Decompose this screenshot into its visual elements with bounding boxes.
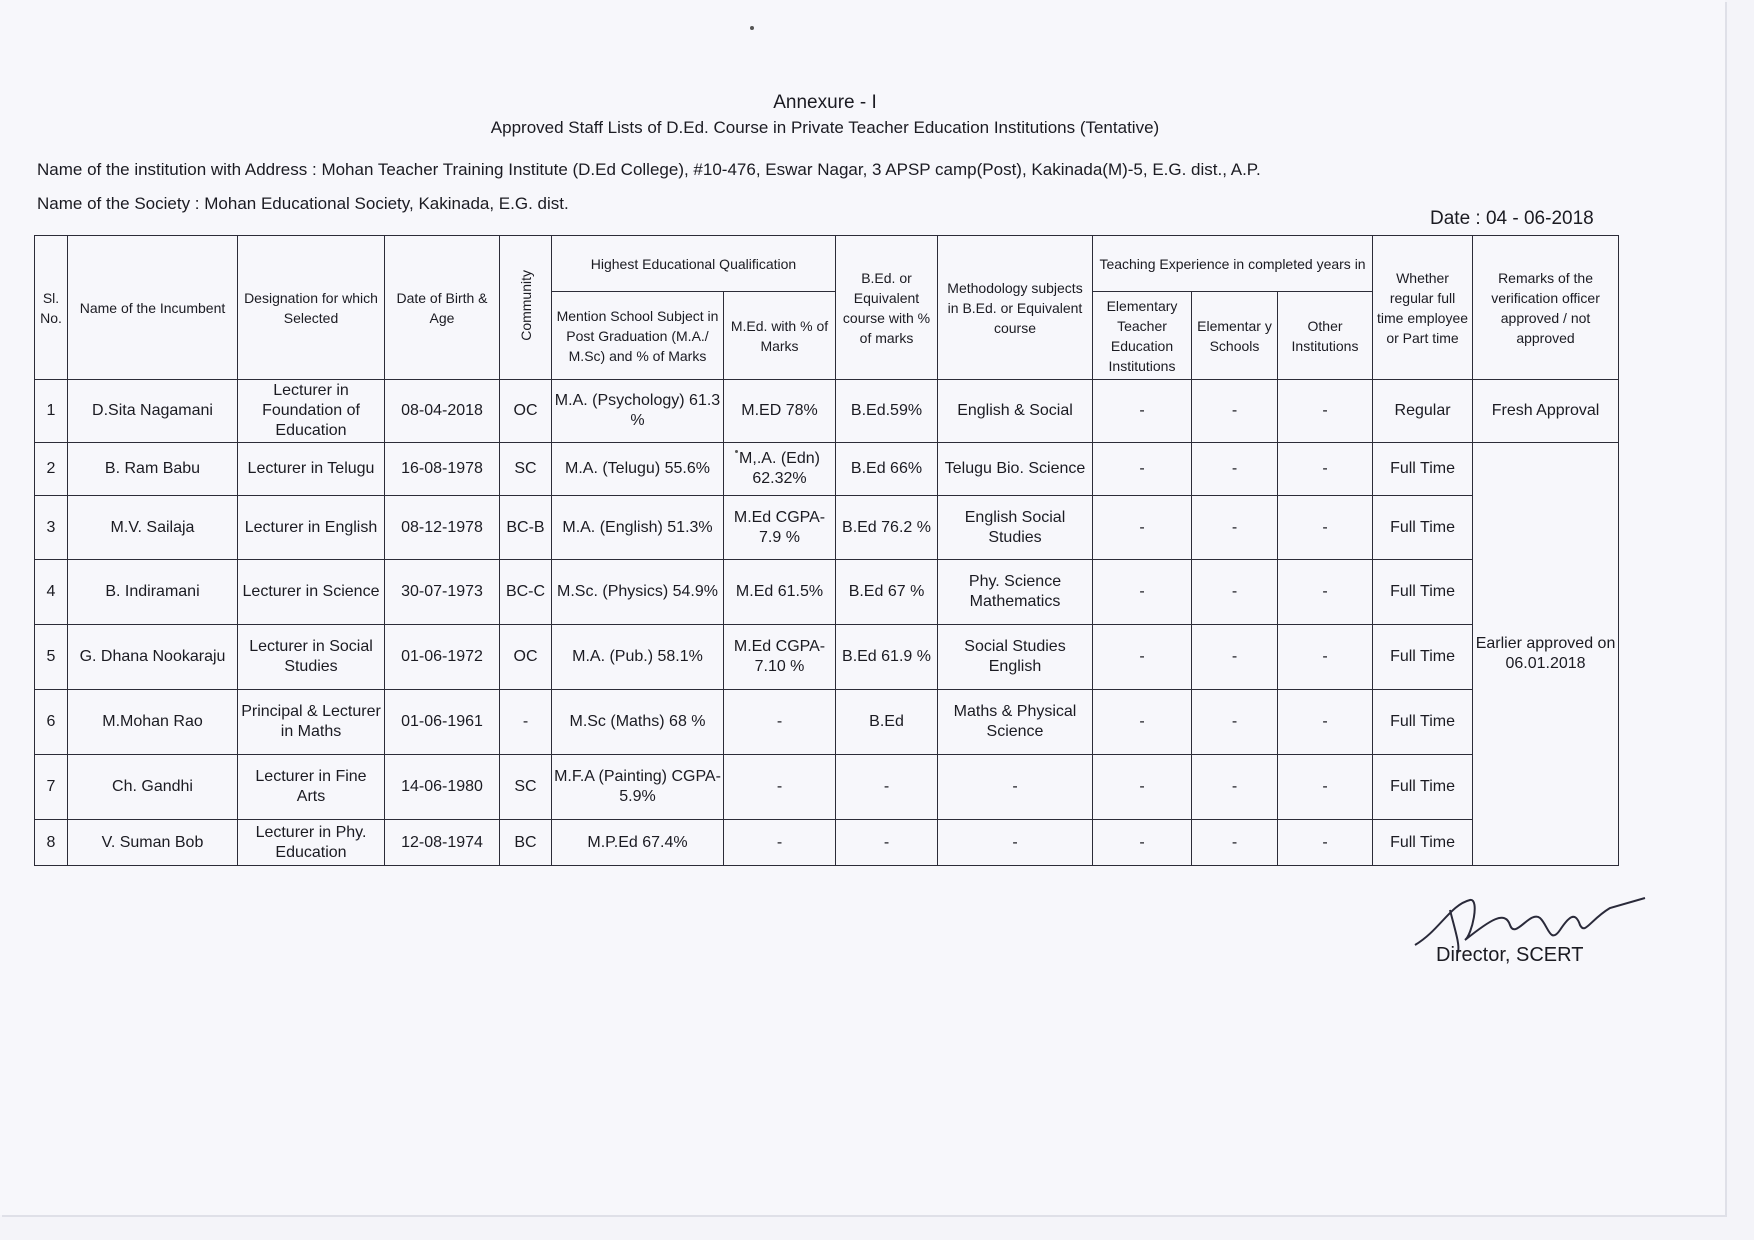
cell-designation: Principal & Lecturer in Maths [238,690,385,755]
cell-method: English Social Studies [938,496,1093,560]
document-title: Annexure - I [773,92,877,113]
col-exp-elementary-schools: Elementar y Schools [1192,292,1278,380]
institution-label: Name of the institution with Address : [37,160,317,179]
cell-designation: Lecturer in Phy. Education [238,820,385,866]
cell-dob: 14-06-1980 [385,755,500,820]
cell-med: - [724,755,836,820]
cell-community: - [500,690,552,755]
cell-dob: 01-06-1972 [385,625,500,690]
cell-name: D.Sita Nagamani [68,380,238,443]
col-med-marks: M.Ed. with % of Marks [724,292,836,380]
cell-exp-ete: - [1093,755,1192,820]
cell-designation: Lecturer in Foundation of Education [238,380,385,443]
society-line [37,194,569,214]
cell-employment: Full Time [1373,443,1473,496]
cell-pg: M.Sc. (Physics) 54.9% [552,560,724,625]
cell-sl: 7 [35,755,68,820]
cell-community: OC [500,625,552,690]
cell-exp-ete: - [1093,690,1192,755]
cell-name: V. Suman Bob [68,820,238,866]
col-exp-teacher-edu: Elementary Teacher Education Institutions [1093,292,1192,380]
cell-designation: Lecturer in Telugu [238,443,385,496]
cell-exp-es: - [1192,690,1278,755]
cell-exp-ete: - [1093,496,1192,560]
cell-remarks: Fresh Approval [1473,380,1619,443]
cell-pg: M.A. (English) 51.3% [552,496,724,560]
cell-dob: 08-12-1978 [385,496,500,560]
cell-exp-ete: - [1093,560,1192,625]
cell-exp-ete: - [1093,443,1192,496]
cell-exp-es: - [1192,380,1278,443]
cell-pg: M.A. (Psychology) 61.3 % [552,380,724,443]
cell-sl: 5 [35,625,68,690]
col-community [500,236,552,380]
col-remarks: Remarks of the verification officer approved / not approved [1473,236,1619,380]
col-name: Name of the Incumbent [68,236,238,380]
table-row [35,496,1619,560]
cell-sl: 2 [35,443,68,496]
table-row [35,443,1619,496]
institution-value: Mohan Teacher Training Institute (D.Ed College), #10-476, Eswar Nagar, 3 APSP camp(Post), Kakinada(M)-5, E.G. dist., A.P. [321,160,1261,179]
cell-bed: B.Ed 76.2 % [836,496,938,560]
col-bed: B.Ed. or Equivalent course with % of marks [836,236,938,380]
table-row [35,820,1619,866]
document-date: Date : 04 - 06-2018 [1430,208,1594,229]
cell-med: M.Ed CGPA-7.9 % [724,496,836,560]
cell-method: English & Social [938,380,1093,443]
cell-dob: 12-08-1974 [385,820,500,866]
col-methodology: Methodology subjects in B.Ed. or Equivalent course [938,236,1093,380]
cell-bed: B.Ed 66% [836,443,938,496]
cell-med: M,.A. (Edn) 62.32% [724,443,836,496]
cell-community: OC [500,380,552,443]
cell-name: B. Indiramani [68,560,238,625]
col-dob: Date of Birth & Age [385,236,500,380]
cell-method: - [938,820,1093,866]
cell-employment: Full Time [1373,625,1473,690]
cell-exp-other: - [1278,560,1373,625]
cell-pg: M.A. (Pub.) 58.1% [552,625,724,690]
table-row [35,755,1619,820]
cell-med: M.Ed CGPA-7.10 % [724,625,836,690]
cell-pg: M.F.A (Painting) CGPA- 5.9% [552,755,724,820]
cell-community: BC-C [500,560,552,625]
cell-pg: M.A. (Telugu) 55.6% [552,443,724,496]
scan-speck [735,450,738,453]
cell-employment: Full Time [1373,560,1473,625]
cell-designation: Lecturer in Social Studies [238,625,385,690]
cell-name: B. Ram Babu [68,443,238,496]
cell-bed: B.Ed 61.9 % [836,625,938,690]
cell-community: BC-B [500,496,552,560]
col-employment: Whether regular full time employee or Part time [1373,236,1473,380]
cell-exp-other: - [1278,690,1373,755]
cell-pg: M.P.Ed 67.4% [552,820,724,866]
cell-community: BC [500,820,552,866]
cell-exp-es: - [1192,560,1278,625]
cell-method: Telugu Bio. Science [938,443,1093,496]
cell-method: Phy. Science Mathematics [938,560,1093,625]
signatory-title: Director, SCERT [1436,944,1584,966]
cell-exp-ete: - [1093,380,1192,443]
cell-exp-other: - [1278,820,1373,866]
cell-designation: Lecturer in Science [238,560,385,625]
cell-exp-ete: - [1093,820,1192,866]
cell-exp-es: - [1192,443,1278,496]
cell-remarks-merged: Earlier approved on 06.01.2018 [1473,443,1619,866]
cell-exp-other: - [1278,496,1373,560]
table-row [35,560,1619,625]
cell-exp-ete: - [1093,625,1192,690]
cell-employment: Regular [1373,380,1473,443]
table-row [35,690,1619,755]
col-community-label: Community [517,269,534,341]
col-pg-subject: Mention School Subject in Post Graduation (M.A./ M.Sc) and % of Marks [552,292,724,380]
staff-table [34,235,1619,866]
society-label: Name of the Society : [37,194,200,213]
table-row [35,380,1619,443]
cell-employment: Full Time [1373,755,1473,820]
cell-med: M.ED 78% [724,380,836,443]
cell-designation: Lecturer in Fine Arts [238,755,385,820]
cell-employment: Full Time [1373,820,1473,866]
cell-name: Ch. Gandhi [68,755,238,820]
cell-sl: 3 [35,496,68,560]
cell-med: M.Ed 61.5% [724,560,836,625]
cell-bed: - [836,755,938,820]
cell-med: - [724,820,836,866]
cell-exp-es: - [1192,625,1278,690]
cell-dob: 01-06-1961 [385,690,500,755]
col-exp-other: Other Institutions [1278,292,1373,380]
cell-sl: 4 [35,560,68,625]
cell-exp-es: - [1192,820,1278,866]
cell-name: M.V. Sailaja [68,496,238,560]
cell-bed: B.Ed 67 % [836,560,938,625]
institution-line [37,160,1261,180]
col-designation: Designation for which Selected [238,236,385,380]
cell-employment: Full Time [1373,690,1473,755]
cell-designation: Lecturer in English [238,496,385,560]
cell-sl: 8 [35,820,68,866]
col-teaching-experience: Teaching Experience in completed years in [1093,236,1373,292]
cell-exp-es: - [1192,755,1278,820]
cell-method: - [938,755,1093,820]
cell-med: - [724,690,836,755]
col-highest-qualification: Highest Educational Qualification [552,236,836,292]
cell-exp-other: - [1278,625,1373,690]
col-sl-no: Sl. No. [35,236,68,380]
cell-method: Social Studies English [938,625,1093,690]
cell-sl: 6 [35,690,68,755]
document-subtitle: Approved Staff Lists of D.Ed. Course in Private Teacher Education Institutions (Tentative) [490,118,1160,137]
cell-exp-other: - [1278,380,1373,443]
cell-community: SC [500,755,552,820]
cell-pg: M.Sc (Maths) 68 % [552,690,724,755]
cell-name: G. Dhana Nookaraju [68,625,238,690]
scan-speck [750,26,754,30]
cell-bed: B.Ed.59% [836,380,938,443]
cell-employment: Full Time [1373,496,1473,560]
cell-dob: 30-07-1973 [385,560,500,625]
cell-dob: 16-08-1978 [385,443,500,496]
cell-exp-other: - [1278,443,1373,496]
cell-name: M.Mohan Rao [68,690,238,755]
cell-bed: - [836,820,938,866]
cell-dob: 08-04-2018 [385,380,500,443]
cell-exp-other: - [1278,755,1373,820]
cell-sl: 1 [35,380,68,443]
table-row [35,625,1619,690]
society-value: Mohan Educational Society, Kakinada, E.G. dist. [204,194,569,213]
cell-bed: B.Ed [836,690,938,755]
cell-exp-es: - [1192,496,1278,560]
cell-community: SC [500,443,552,496]
cell-method: Maths & Physical Science [938,690,1093,755]
